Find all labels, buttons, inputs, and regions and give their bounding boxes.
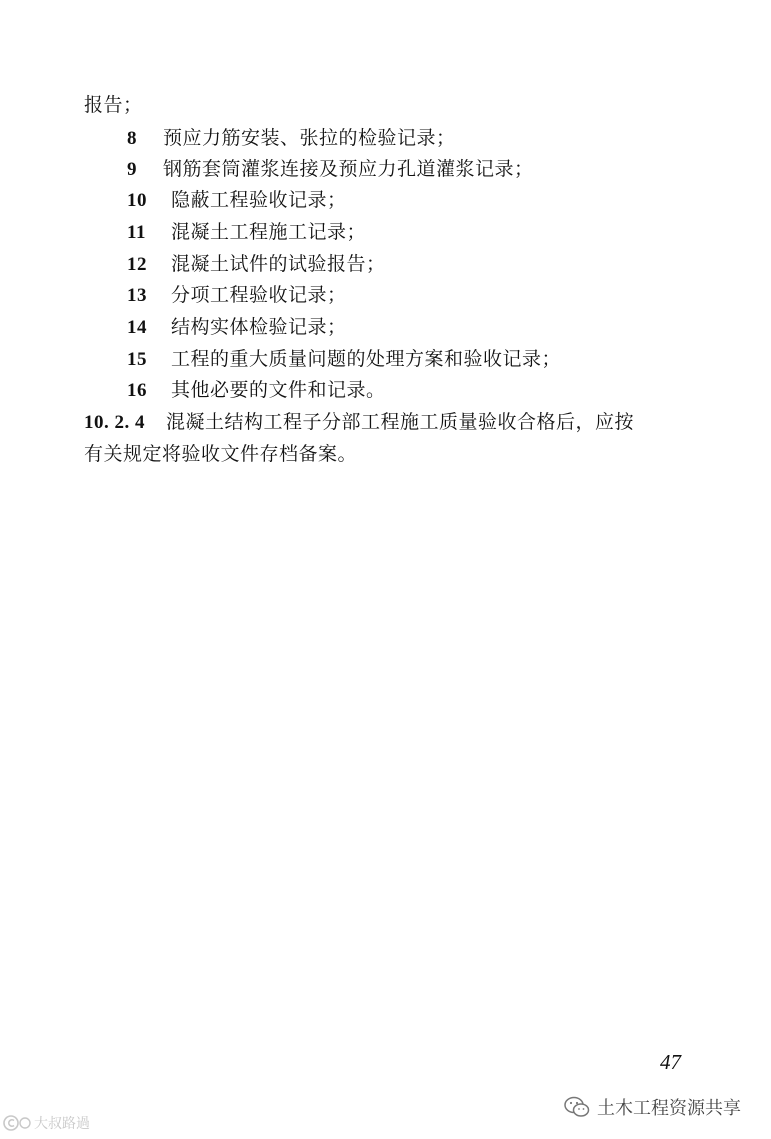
item-text: 钢筋套筒灌浆连接及预应力孔道灌浆记录； [163,158,534,180]
item-number: 9 [127,159,137,180]
list-item [127,157,534,182]
item-number: 13 [127,285,147,306]
watermark-left-text: 大叔路過 [34,1116,90,1132]
list-item [127,315,347,340]
watermark-left [2,1113,90,1133]
item-number: 14 [127,317,147,338]
list-item [127,126,456,151]
watermark-right [563,1094,741,1120]
list-item [127,283,347,308]
item-number: 16 [127,380,147,401]
page-number: 47 [660,1050,681,1074]
item-text: 工程的重大质量问题的处理方案和验收记录； [171,348,562,370]
item-number: 8 [127,128,137,149]
item-text: 结构实体检验记录； [171,316,347,338]
item-text: 隐蔽工程验收记录； [171,189,347,211]
item-number: 11 [127,222,146,243]
clause-paragraph [84,410,634,435]
item-text: 预应力筋安装、张拉的检验记录； [163,127,456,149]
item-text: 混凝土工程施工记录； [171,221,367,243]
item-number: 10 [127,190,147,211]
list-item [127,347,561,372]
list-item [127,188,347,213]
item-text: 分项工程验收记录； [171,284,347,306]
list-item [127,252,386,277]
continuation-text: 报告； [84,94,143,116]
watermark-right-text: 土木工程资源共享 [597,1098,741,1119]
clause-number: 10. 2. 4 [84,412,145,433]
item-number: 12 [127,254,147,275]
item-text: 混凝土试件的试验报告； [171,253,386,275]
clause-text-line1: 混凝土结构工程子分部工程施工质量验收合格后，应按 [166,411,635,433]
list-item [127,378,386,403]
copyright-icon [2,1114,32,1132]
clause-text-line2: 有关规定将验收文件存档备案。 [84,443,358,465]
item-text: 其他必要的文件和记录。 [171,379,386,401]
wechat-icon [563,1095,591,1119]
item-number: 15 [127,349,147,370]
list-item [127,220,366,245]
